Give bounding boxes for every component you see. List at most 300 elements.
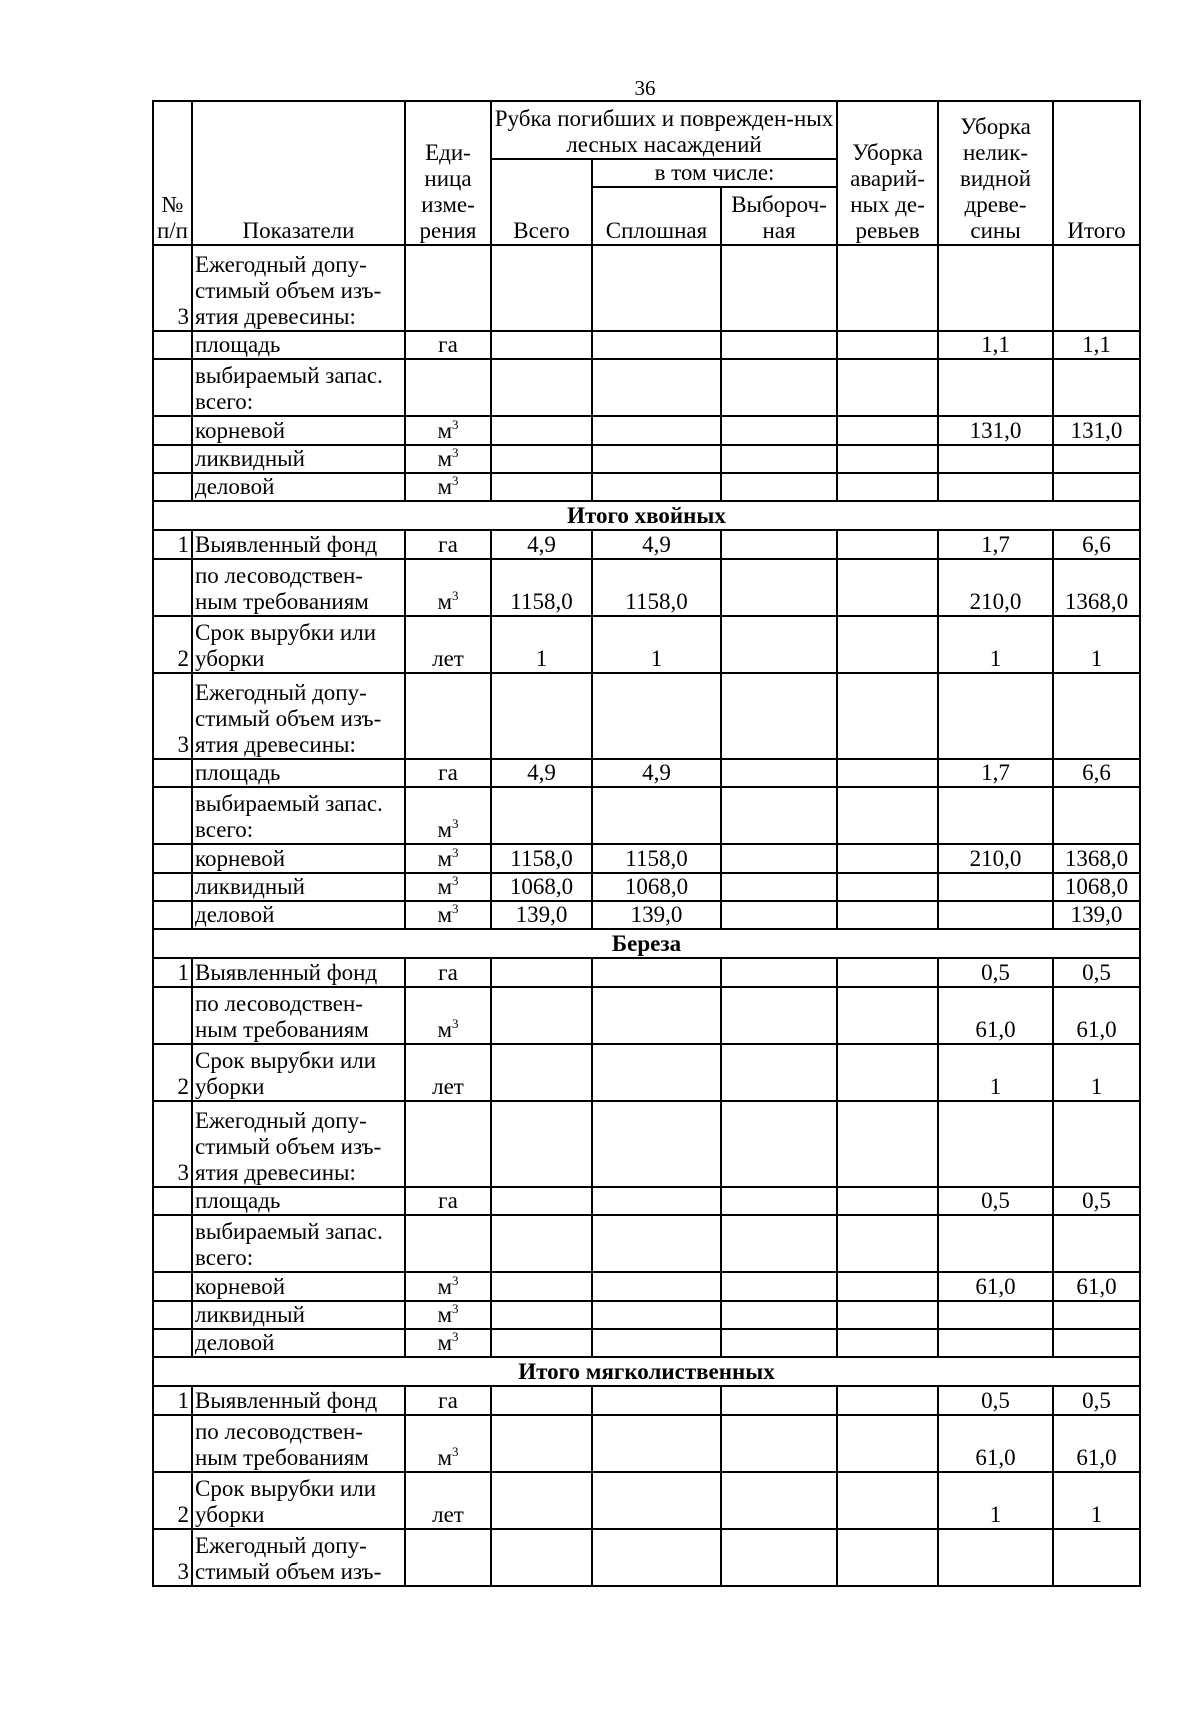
cell-num: [153, 445, 192, 473]
header-unit: Еди-ница изме-рения: [405, 101, 491, 245]
cell-vyborochnaya: [721, 844, 837, 873]
table-row: [153, 1301, 1140, 1329]
cell-avariynykh: [837, 987, 938, 1044]
cell-nelikvidnoy: [938, 1101, 1053, 1187]
cell-sploshnaya: 1: [592, 616, 721, 673]
header-illiquid: Уборка нелик-видной древе-сины: [938, 101, 1053, 245]
cell-unit: [405, 359, 491, 416]
cell-vsego: [491, 1215, 592, 1272]
unit-text: м: [437, 418, 453, 443]
cell-itogo: [1053, 1329, 1140, 1357]
cell-indicator: площадь: [192, 331, 405, 359]
unit-exponent: 3: [452, 873, 459, 888]
cell-indicator: деловой: [192, 901, 405, 929]
cell-unit: га: [405, 331, 491, 359]
cell-nelikvidnoy: 131,0: [938, 416, 1053, 445]
cell-avariynykh: [837, 1529, 938, 1586]
cell-nelikvidnoy: [938, 673, 1053, 759]
cell-itogo: [1053, 473, 1140, 501]
cell-indicator: корневой: [192, 1272, 405, 1301]
cell-itogo: [1053, 1529, 1140, 1586]
cell-itogo: [1053, 359, 1140, 416]
unit-exponent: 3: [452, 1301, 459, 1316]
cell-vsego: [491, 1044, 592, 1101]
cell-itogo: [1053, 1101, 1140, 1187]
header-selective: Выбороч-ная: [721, 187, 837, 245]
table-row: [153, 331, 1140, 359]
cell-vyborochnaya: [721, 445, 837, 473]
cell-num: [153, 759, 192, 787]
cell-num: 3: [153, 1529, 192, 1586]
cell-unit: [405, 1215, 491, 1272]
unit-exponent: 3: [452, 901, 459, 916]
table-row: [153, 245, 1140, 331]
unit-exponent: 3: [452, 417, 459, 432]
cell-indicator: корневой: [192, 416, 405, 445]
cell-indicator: по лесоводствен-ным требованиям: [192, 987, 405, 1044]
cell-num: [153, 1329, 192, 1357]
cell-vyborochnaya: [721, 787, 837, 844]
cell-vyborochnaya: [721, 245, 837, 331]
cell-itogo: 1368,0: [1053, 559, 1140, 616]
cell-vsego: 139,0: [491, 901, 592, 929]
cell-avariynykh: [837, 559, 938, 616]
cell-sploshnaya: [592, 1386, 721, 1415]
table-row: [153, 1415, 1140, 1472]
unit-text: м: [437, 817, 453, 842]
cell-vyborochnaya: [721, 416, 837, 445]
cell-avariynykh: [837, 844, 938, 873]
cell-unit: га: [405, 1386, 491, 1415]
cell-sploshnaya: [592, 1101, 721, 1187]
cell-num: [153, 901, 192, 929]
cell-vsego: [491, 1415, 592, 1472]
cell-avariynykh: [837, 1472, 938, 1529]
cell-vsego: [491, 673, 592, 759]
cell-unit: [405, 1415, 491, 1472]
cell-sploshnaya: [592, 987, 721, 1044]
cell-indicator: выбираемый запас. всего:: [192, 1215, 405, 1272]
cell-num: 3: [153, 673, 192, 759]
cell-itogo: [1053, 787, 1140, 844]
table-row: [153, 1386, 1140, 1415]
cell-avariynykh: [837, 445, 938, 473]
cell-indicator: Ежегодный допу-стимый объем изъ-ятия древесины:: [192, 673, 405, 759]
table-row: [153, 1329, 1140, 1357]
cell-num: 2: [153, 1472, 192, 1529]
cell-nelikvidnoy: [938, 473, 1053, 501]
cell-nelikvidnoy: 1,1: [938, 331, 1053, 359]
cell-num: [153, 1272, 192, 1301]
table-row: [153, 987, 1140, 1044]
cell-sploshnaya: 1068,0: [592, 873, 721, 901]
cell-itogo: [1053, 245, 1140, 331]
cell-sploshnaya: 1158,0: [592, 844, 721, 873]
cell-itogo: [1053, 445, 1140, 473]
cell-sploshnaya: 4,9: [592, 530, 721, 559]
unit-text: м: [437, 1302, 453, 1327]
cell-vsego: 1158,0: [491, 559, 592, 616]
cell-nelikvidnoy: [938, 1301, 1053, 1329]
cell-indicator: Выявленный фонд: [192, 530, 405, 559]
cell-unit: га: [405, 759, 491, 787]
cell-unit: [405, 987, 491, 1044]
cell-vsego: [491, 1386, 592, 1415]
table-row: [153, 473, 1140, 501]
unit-exponent: 3: [452, 473, 459, 488]
cell-unit: лет: [405, 1044, 491, 1101]
cell-itogo: 131,0: [1053, 416, 1140, 445]
cell-nelikvidnoy: [938, 1329, 1053, 1357]
unit-exponent: 3: [452, 1016, 459, 1031]
unit-exponent: 3: [452, 1329, 459, 1344]
cell-avariynykh: [837, 1215, 938, 1272]
cell-vyborochnaya: [721, 1101, 837, 1187]
cell-nelikvidnoy: [938, 359, 1053, 416]
table-row: [153, 673, 1140, 759]
cell-itogo: 61,0: [1053, 1272, 1140, 1301]
cell-itogo: 139,0: [1053, 901, 1140, 929]
cell-avariynykh: [837, 1101, 938, 1187]
felling-table: [152, 100, 1141, 1587]
cell-avariynykh: [837, 1386, 938, 1415]
cell-vsego: [491, 473, 592, 501]
unit-text: м: [437, 1017, 453, 1042]
table-row: [153, 616, 1140, 673]
cell-unit: [405, 1301, 491, 1329]
table-row: [153, 445, 1140, 473]
cell-num: 2: [153, 1044, 192, 1101]
cell-vsego: 4,9: [491, 530, 592, 559]
cell-unit: лет: [405, 1472, 491, 1529]
cell-vyborochnaya: [721, 1386, 837, 1415]
table-row: [153, 1215, 1140, 1272]
cell-vyborochnaya: [721, 1329, 837, 1357]
cell-sploshnaya: [592, 1044, 721, 1101]
cell-num: [153, 1301, 192, 1329]
cell-unit: [405, 1272, 491, 1301]
table-row: [153, 530, 1140, 559]
cell-vyborochnaya: [721, 616, 837, 673]
cell-avariynykh: [837, 787, 938, 844]
table-row: [153, 759, 1140, 787]
cell-indicator: деловой: [192, 1329, 405, 1357]
cell-num: [153, 787, 192, 844]
unit-exponent: 3: [452, 845, 459, 860]
cell-avariynykh: [837, 901, 938, 929]
cell-itogo: 1: [1053, 616, 1140, 673]
cell-vyborochnaya: [721, 1215, 837, 1272]
cell-vsego: [491, 359, 592, 416]
unit-text: м: [437, 474, 453, 499]
cell-sploshnaya: [592, 331, 721, 359]
cell-unit: [405, 1529, 491, 1586]
section-row: [153, 1357, 1140, 1386]
cell-avariynykh: [837, 873, 938, 901]
section-row: [153, 501, 1140, 530]
header-felling-group: Рубка погибших и поврежден-ных лесных насаждений: [491, 101, 837, 159]
table-body: [153, 245, 1140, 1586]
cell-num: [153, 1187, 192, 1215]
cell-avariynykh: [837, 1301, 938, 1329]
cell-num: [153, 359, 192, 416]
cell-itogo: 61,0: [1053, 1415, 1140, 1472]
cell-num: [153, 873, 192, 901]
cell-indicator: Срок вырубки или уборки: [192, 1044, 405, 1101]
table-row: [153, 1044, 1140, 1101]
cell-avariynykh: [837, 958, 938, 987]
cell-vyborochnaya: [721, 1044, 837, 1101]
cell-unit: [405, 901, 491, 929]
unit-exponent: 3: [452, 588, 459, 603]
cell-indicator: выбираемый запас. всего:: [192, 787, 405, 844]
cell-num: 1: [153, 958, 192, 987]
cell-vsego: [491, 1529, 592, 1586]
cell-num: [153, 1215, 192, 1272]
table-row: [153, 873, 1140, 901]
cell-avariynykh: [837, 331, 938, 359]
cell-indicator: Срок вырубки или уборки: [192, 1472, 405, 1529]
cell-vsego: [491, 445, 592, 473]
cell-sploshnaya: 1158,0: [592, 559, 721, 616]
cell-nelikvidnoy: 0,5: [938, 1386, 1053, 1415]
cell-nelikvidnoy: [938, 1529, 1053, 1586]
table-row: [153, 844, 1140, 873]
section-title: Итого хвойных: [153, 501, 1140, 530]
cell-vyborochnaya: [721, 1272, 837, 1301]
cell-itogo: 0,5: [1053, 1187, 1140, 1215]
cell-unit: [405, 787, 491, 844]
cell-avariynykh: [837, 673, 938, 759]
header-total-all: Всего: [491, 159, 592, 245]
cell-vyborochnaya: [721, 958, 837, 987]
cell-sploshnaya: [592, 359, 721, 416]
cell-sploshnaya: [592, 673, 721, 759]
cell-vsego: 1068,0: [491, 873, 592, 901]
cell-num: [153, 987, 192, 1044]
cell-indicator: Выявленный фонд: [192, 958, 405, 987]
cell-vsego: [491, 416, 592, 445]
cell-nelikvidnoy: [938, 787, 1053, 844]
cell-sploshnaya: [592, 1187, 721, 1215]
cell-vyborochnaya: [721, 530, 837, 559]
cell-indicator: деловой: [192, 473, 405, 501]
cell-vsego: 4,9: [491, 759, 592, 787]
cell-vsego: [491, 245, 592, 331]
cell-vsego: 1158,0: [491, 844, 592, 873]
unit-text: м: [437, 446, 453, 471]
cell-vyborochnaya: [721, 901, 837, 929]
cell-vyborochnaya: [721, 673, 837, 759]
cell-vsego: [491, 958, 592, 987]
cell-vsego: [491, 1272, 592, 1301]
unit-text: м: [437, 874, 453, 899]
cell-sploshnaya: [592, 958, 721, 987]
cell-indicator: Срок вырубки или уборки: [192, 616, 405, 673]
cell-indicator: Выявленный фонд: [192, 1386, 405, 1415]
cell-itogo: [1053, 673, 1140, 759]
cell-itogo: 0,5: [1053, 1386, 1140, 1415]
cell-num: [153, 331, 192, 359]
cell-itogo: 1368,0: [1053, 844, 1140, 873]
cell-vsego: [491, 331, 592, 359]
table-header: [153, 101, 1140, 245]
cell-nelikvidnoy: 61,0: [938, 1272, 1053, 1301]
section-title: Береза: [153, 929, 1140, 958]
header-clear: Сплошная: [592, 187, 721, 245]
cell-avariynykh: [837, 1415, 938, 1472]
cell-indicator: Ежегодный допу-стимый объем изъ-ятия древесины:: [192, 245, 405, 331]
unit-text: м: [437, 589, 453, 614]
cell-vyborochnaya: [721, 331, 837, 359]
cell-avariynykh: [837, 1044, 938, 1101]
cell-sploshnaya: [592, 787, 721, 844]
cell-unit: [405, 445, 491, 473]
cell-unit: [405, 245, 491, 331]
cell-num: 3: [153, 245, 192, 331]
cell-indicator: Ежегодный допу-стимый объем изъ-: [192, 1529, 405, 1586]
table-row: [153, 1272, 1140, 1301]
cell-num: [153, 844, 192, 873]
page-number: 36: [634, 76, 656, 100]
cell-avariynykh: [837, 616, 938, 673]
cell-vyborochnaya: [721, 359, 837, 416]
cell-itogo: 1068,0: [1053, 873, 1140, 901]
cell-nelikvidnoy: [938, 873, 1053, 901]
cell-sploshnaya: 139,0: [592, 901, 721, 929]
cell-num: 1: [153, 530, 192, 559]
cell-sploshnaya: [592, 1301, 721, 1329]
table-row: [153, 1187, 1140, 1215]
cell-itogo: 1: [1053, 1044, 1140, 1101]
cell-indicator: площадь: [192, 759, 405, 787]
table-row: [153, 359, 1140, 416]
cell-vsego: [491, 787, 592, 844]
header-total: Итого: [1053, 101, 1140, 245]
table-row: [153, 559, 1140, 616]
unit-exponent: 3: [452, 816, 459, 831]
cell-avariynykh: [837, 245, 938, 331]
cell-sploshnaya: 4,9: [592, 759, 721, 787]
cell-num: [153, 1415, 192, 1472]
cell-num: 2: [153, 616, 192, 673]
table-row: [153, 787, 1140, 844]
cell-sploshnaya: [592, 416, 721, 445]
table-row: [153, 1529, 1140, 1586]
cell-unit: [405, 673, 491, 759]
cell-vsego: [491, 1101, 592, 1187]
cell-avariynykh: [837, 1187, 938, 1215]
cell-sploshnaya: [592, 1529, 721, 1586]
cell-nelikvidnoy: 61,0: [938, 987, 1053, 1044]
cell-unit: га: [405, 1187, 491, 1215]
unit-text: м: [437, 1330, 453, 1355]
cell-unit: [405, 1101, 491, 1187]
table-row: [153, 958, 1140, 987]
cell-unit: [405, 416, 491, 445]
cell-sploshnaya: [592, 1472, 721, 1529]
cell-vsego: 1: [491, 616, 592, 673]
cell-nelikvidnoy: 1,7: [938, 759, 1053, 787]
cell-vyborochnaya: [721, 559, 837, 616]
cell-nelikvidnoy: 0,5: [938, 958, 1053, 987]
cell-vsego: [491, 1329, 592, 1357]
cell-nelikvidnoy: [938, 901, 1053, 929]
cell-itogo: 61,0: [1053, 987, 1140, 1044]
cell-sploshnaya: [592, 445, 721, 473]
cell-nelikvidnoy: [938, 445, 1053, 473]
unit-text: м: [437, 846, 453, 871]
table-row: [153, 1472, 1140, 1529]
cell-itogo: 1,1: [1053, 331, 1140, 359]
cell-indicator: по лесоводствен-ным требованиям: [192, 1415, 405, 1472]
table-row: [153, 416, 1140, 445]
cell-nelikvidnoy: 210,0: [938, 844, 1053, 873]
unit-exponent: 3: [452, 445, 459, 460]
cell-unit: га: [405, 958, 491, 987]
cell-vyborochnaya: [721, 1472, 837, 1529]
cell-unit: лет: [405, 616, 491, 673]
unit-text: м: [437, 1274, 453, 1299]
cell-nelikvidnoy: [938, 1215, 1053, 1272]
cell-unit: [405, 559, 491, 616]
cell-num: [153, 559, 192, 616]
cell-vyborochnaya: [721, 873, 837, 901]
header-including: в том числе:: [592, 159, 837, 187]
cell-sploshnaya: [592, 245, 721, 331]
cell-indicator: Ежегодный допу-стимый объем изъ-ятия древесины:: [192, 1101, 405, 1187]
section-row: [153, 929, 1140, 958]
cell-indicator: площадь: [192, 1187, 405, 1215]
cell-num: [153, 416, 192, 445]
cell-nelikvidnoy: 61,0: [938, 1415, 1053, 1472]
unit-text: м: [437, 1445, 453, 1470]
cell-vyborochnaya: [721, 1415, 837, 1472]
cell-unit: [405, 844, 491, 873]
cell-itogo: 6,6: [1053, 530, 1140, 559]
cell-unit: га: [405, 530, 491, 559]
table-row: [153, 901, 1140, 929]
cell-indicator: ликвидный: [192, 1301, 405, 1329]
cell-vyborochnaya: [721, 1529, 837, 1586]
cell-itogo: [1053, 1215, 1140, 1272]
unit-exponent: 3: [452, 1444, 459, 1459]
cell-unit: [405, 1329, 491, 1357]
unit-exponent: 3: [452, 1273, 459, 1288]
header-num: № п/п: [153, 101, 192, 245]
cell-vyborochnaya: [721, 473, 837, 501]
cell-vsego: [491, 1301, 592, 1329]
cell-nelikvidnoy: 1,7: [938, 530, 1053, 559]
cell-sploshnaya: [592, 1215, 721, 1272]
cell-sploshnaya: [592, 473, 721, 501]
cell-vsego: [491, 987, 592, 1044]
cell-indicator: по лесоводствен-ным требованиям: [192, 559, 405, 616]
cell-avariynykh: [837, 416, 938, 445]
cell-nelikvidnoy: 1: [938, 1472, 1053, 1529]
cell-avariynykh: [837, 759, 938, 787]
cell-indicator: выбираемый запас. всего:: [192, 359, 405, 416]
header-indicator: Показатели: [192, 101, 405, 245]
cell-vyborochnaya: [721, 987, 837, 1044]
unit-text: м: [437, 902, 453, 927]
cell-itogo: 1: [1053, 1472, 1140, 1529]
section-title: Итого мягколиственных: [153, 1357, 1140, 1386]
cell-avariynykh: [837, 1329, 938, 1357]
cell-avariynykh: [837, 530, 938, 559]
cell-avariynykh: [837, 473, 938, 501]
cell-sploshnaya: [592, 1415, 721, 1472]
